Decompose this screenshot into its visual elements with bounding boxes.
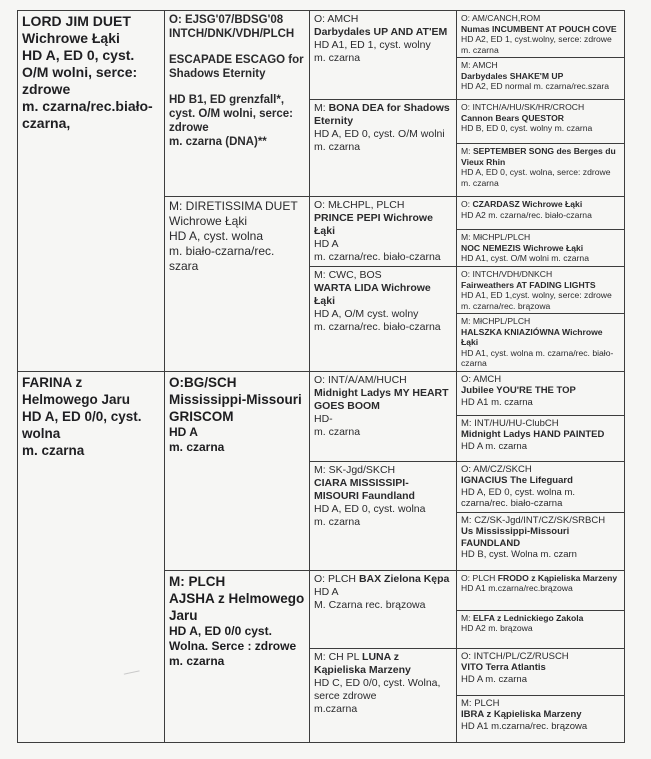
g4-info: HD A, ED 0, cyst. wolna, serce: zdrowe m. czarna [461,167,611,188]
g3-titles: M: SK-Jgd/SKCH [314,463,396,476]
g4-titles: O: AMCH [461,373,502,385]
g3-titles: O: INT/A/AM/HUCH [314,373,407,386]
dam-sire-color: m. czarna [169,439,225,454]
g4-info: HD A1, cyst. wolna m. czarna/rec. biało-czarna [461,347,614,368]
dam-sire-titles: O:BG/SCH [169,374,237,390]
g4-info: HD A1 m.czarna/rec. brązowa [461,720,588,732]
sire-sire-health: HD B1, ED grenzfall*, cyst. O/M wolni, serce: zdrowe [169,94,293,134]
g4-info: HD A m. czarna [461,673,527,685]
g3-info: HD A, ED 0, cyst. wolna [314,502,426,515]
g4-info: HD A2, ED normal m. czarna/rec.szara [461,81,610,91]
dam-name: FARINA z Helmowego Jaru [22,374,131,407]
g4-cell-0 [457,11,625,58]
g4-titles: O: [461,199,471,209]
sire-dam-color: m. biało-czarna/rec. szara [169,244,275,273]
g4-titles: M: CZ/SK-Jgd/INT/CZ/SK/SRBCH [461,514,606,526]
g3-info: HD A, O/M cyst. wolny [314,308,419,320]
sire-dam-health: HD A, cyst. wolna [169,229,264,243]
g4-name: IBRA z Kąpieliska Marzeny [461,709,582,720]
g4-name: Midnight Ladys HAND PAINTED [461,429,605,440]
pedigree-table [17,10,625,743]
g4-cell-8 [457,371,625,415]
g3-color: m. czarna [314,515,361,528]
g3-info: HD A [314,238,339,250]
g3-info: HD A [314,585,339,598]
g4-cell-15 [457,695,625,742]
g4-titles: M: AMCH [461,60,498,70]
g3-name: BONA DEA for Shadows Eternity [314,102,450,127]
dam-sire-health: HD A [169,424,198,439]
g4-titles: M: INT/HU/HU-ClubCH [461,417,559,429]
g4-name: Us Mississippi-Missouri FAUNDLAND [461,526,570,549]
g3-cell-6 [310,570,457,648]
g4-cell-7 [457,314,625,372]
g4-name: Darbydales SHAKE'M UP [461,70,564,81]
g4-name: Jubilee YOU'RE THE TOP [461,385,576,396]
sire-color: m. czarna/rec.biało-czarna, [22,98,153,131]
g4-name: VITO Terra Atlantis [461,662,546,673]
g3-titles: O: AMCH [314,13,359,25]
dam-dam-titles: M: PLCH [169,573,226,589]
g3-name: BAX Zielona Kępa [358,572,450,585]
sire-name: LORD JIM DUET Wichrowe Łąki [22,13,131,46]
g4-name: Fairweathers AT FADING LIGHTS [461,279,596,290]
g4-info: HD A2 m. czarna/rec. biało-czarna [461,209,592,220]
g4-titles: M: [461,612,471,623]
g4-info: HD B, ED 0, cyst. wolny m. czarna [461,123,593,133]
g4-info: HD A1 m. czarna [461,396,533,408]
g4-cell-11 [457,512,625,570]
g4-cell-6 [457,267,625,314]
g4-titles: M: MłCHPL/PLCH [461,316,531,326]
g4-cell-14 [457,648,625,695]
dam-dam-health: HD A, ED 0/0 cyst. Wolna. Serce : zdrowe [169,623,297,653]
g4-info: HD B, cyst. Wolna m. czarn [461,549,577,560]
g3-name: Darbydales UP AND AT'EM [314,26,448,38]
sire-dam-name: Wichrowe Łąki [169,214,248,228]
g3-color: m. czarna/rec. biało-czarna [314,321,441,333]
g4-cell-10 [457,461,625,512]
g4-cell-9 [457,415,625,461]
g4-name: NOC NEMEZIS Wichrowe Łąki [461,242,584,253]
g3-color: M. Czarna rec. brązowa [314,598,426,611]
g4-info: HD A1, cyst. O/M wolni m. czarna [461,253,589,264]
g3-color: m.czarna [314,702,358,715]
g4-cell-13 [457,610,625,648]
g3-titles: M: CWC, BOS [314,269,382,281]
g4-name: HALSZKA KNIAZIÓWNA Wichrowe Łąki [461,326,603,347]
g3-info: HD A, ED 0, cyst. O/M wolni [314,128,445,140]
g3-color: m. czarna [314,52,361,64]
g4-titles: M: PLCH [461,697,500,709]
g4-name: Cannon Bears QUESTOR [461,112,564,123]
g3-cell-0 [310,11,457,100]
g3-cell-5 [310,461,457,570]
g3-info: HD- [314,412,333,425]
g4-info: HD A m. czarna [461,440,527,452]
sire-sire-titles: O: EJSG'07/BDSG'08 INTCH/DNK/VDH/PLCH [169,14,295,40]
sire-sire-color: m. czarna (DNA)** [169,136,267,148]
g3-cell-2 [310,197,457,267]
g4-info: HD A, ED 0, cyst. wolna m. czarna/rec. biało-czarna [461,486,576,509]
g4-name: Numas INCUMBENT AT POUCH COVE [461,23,617,34]
g3-titles: M: CH PL [314,650,360,663]
g4-info: HD A2, ED 1, cyst.wolny, serce: zdrowe m. czarna [461,34,612,55]
g4-titles: M: MłCHPL/PLCH [461,232,531,243]
g3-name: Midnight Ladys MY HEART GOES BOOM [314,386,449,412]
sire-cell [18,11,165,372]
g4-name: CZARDASZ Wichrowe Łąki [472,199,583,209]
g4-name: FRODO z Kąpieliska Marzeny [497,572,618,583]
g3-titles: O: MŁCHPL, PLCH [314,199,405,211]
g4-titles: O: INTCH/VDH/DNKCH [461,269,553,279]
sire-dam-cell [165,197,310,372]
g4-titles: O: PLCH [461,572,496,583]
g4-cell-1 [457,58,625,100]
g4-cell-3 [457,144,625,197]
g4-cell-12 [457,570,625,610]
g4-info: HD A1 m.czarna/rec.brązowa [461,583,573,593]
sire-sire-cell [165,11,310,197]
g4-cell-2 [457,100,625,144]
dam-dam-name: AJSHA z Helmowego Jaru [169,590,305,623]
g4-cell-5 [457,230,625,267]
sire-dam-prefix: M: DIRETISSIMA DUET [169,199,298,213]
g4-titles: O: AM/CZ/SKCH [461,463,532,475]
dam-health: HD A, ED 0/0, cyst. wolna [22,408,142,441]
g3-titles: M: [314,102,326,114]
g3-name: LUNA z Kąpieliska Marzeny [314,650,411,676]
sire-sire-name: ESCAPADE ESCAGO for Shadows Eternity [169,54,304,80]
dam-sire-cell [165,371,310,570]
g4-titles: O: INTCH/A/HU/SK/HR/CROCH [461,102,585,112]
g4-titles: O: INTCH/PL/CZ/RUSCH [461,650,569,662]
g4-cell-4 [457,197,625,230]
sire-health: HD A, ED 0, cyst. O/M wolni, serce: zdrowe [22,47,138,97]
g3-cell-1 [310,100,457,197]
g3-color: m. czarna/rec. biało-czarna [314,251,441,263]
dam-dam-color: m. czarna [169,653,225,668]
g3-cell-4 [310,371,457,461]
g4-name: SEPTEMBER SONG des Berges du Vieux Rhin [461,146,616,167]
g4-info: HD A2 m. brązowa [461,623,533,633]
g3-titles: O: PLCH [314,572,357,585]
g3-name: CIARA MISSISSIPI-MISOURI Faundland [314,476,415,502]
g4-name: ELFA z Lednickiego Zakola [472,612,584,623]
g3-cell-3 [310,267,457,372]
g4-titles: O: AM/CANCH,ROM [461,13,541,23]
dam-cell [18,371,165,742]
g3-cell-7 [310,648,457,742]
g3-info: HD C, ED 0/0, cyst. Wolna, serce zdrowe [314,676,441,702]
g3-info: HD A1, ED 1, cyst. wolny [314,39,431,51]
g3-color: m. czarna [314,425,361,438]
g4-info: HD A1, ED 1,cyst. wolny, serce: zdrowe m. czarna/rec. brązowa [461,290,612,311]
dam-sire-name: Mississippi-Missouri GRISCOM [169,391,302,424]
g4-titles: M: [461,146,471,156]
g3-color: m. czarna [314,141,361,153]
g4-name: IGNACIUS The Lifeguard [461,475,573,486]
g3-name: PRINCE PEPI Wichrowe Łąki [314,212,433,237]
dam-color: m. czarna [22,442,85,458]
g3-name: WARTA LIDA Wichrowe Łąki [314,282,431,307]
dam-dam-cell [165,570,310,742]
